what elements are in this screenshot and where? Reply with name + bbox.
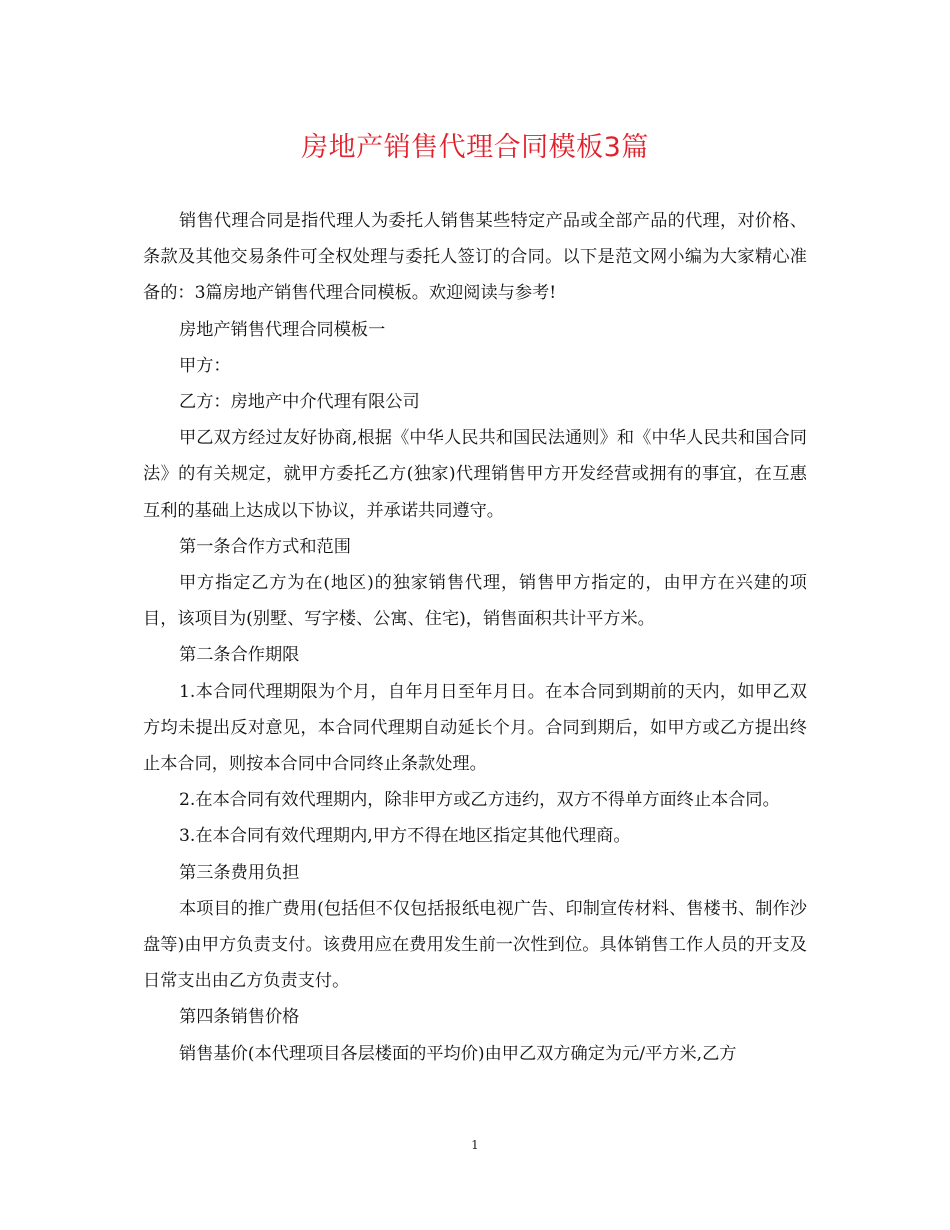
article-2-heading: 第二条合作期限 (179, 645, 300, 666)
article-2-clause-2: 2.在本合同有效代理期内，除非甲方或乙方违约，双方不得单方面终止本合同。 (179, 790, 780, 811)
document-title: 房地产销售代理合同模板3篇 (301, 132, 649, 163)
article-4-body: 销售基价(本代理项目各层楼面的平均价)由甲乙双方确定为元/平方米,乙方 (179, 1043, 737, 1064)
article-1-heading: 第一条合作方式和范围 (179, 536, 351, 557)
page-number: 1 (471, 1138, 479, 1152)
party-a-line: 甲方： (179, 355, 231, 376)
article-4-heading: 第四条销售价格 (179, 1007, 300, 1028)
preamble-paragraph: 甲乙双方经过友好协商,根据《中华人民共和国民法通则》和《中华人民共和国合同法》的有关规定，就甲方委托乙方(独家)代理销售甲方开发经营或拥有的事宜，在互惠互利的基础上达成以下协议，并承诺共同遵守。 (143, 428, 807, 521)
article-1-body: 甲方指定乙方为在(地区)的独家销售代理，销售甲方指定的，由甲方在兴建的项目，该项目为(别墅、写字楼、公寓、住宅)，销售面积共计平方米。 (143, 573, 807, 630)
article-3-body: 本项目的推广费用(包括但不仅包括报纸电视广告、印制宣传材料、售楼书、制作沙盘等)由甲方负责支付。该费用应在费用发生前一次性到位。具体销售工作人员的开支及日常支出由乙方负责支付。 (143, 898, 807, 992)
document-body (143, 203, 807, 1072)
intro-paragraph: 销售代理合同是指代理人为委托人销售某些特定产品或全部产品的代理，对价格、条款及其他交易条件可全权处理与委托人签订的合同。以下是范文网小编为大家精心准备的：3篇房地产销售代理合同模板。欢迎阅读与参考! (143, 211, 807, 304)
article-3-heading: 第三条费用负担 (179, 862, 300, 883)
party-b-line: 乙方：房地产中介代理有限公司 (179, 392, 420, 413)
template-heading: 房地产销售代理合同模板一 (179, 319, 386, 340)
article-2-clause-3: 3.在本合同有效代理期内,甲方不得在地区指定其他代理商。 (179, 826, 631, 847)
article-2-clause-1: 1.本合同代理期限为个月，自年月日至年月日。在本合同到期前的天内，如甲乙双方均未提出反对意见，本合同代理期自动延长个月。合同到期后，如甲方或乙方提出终止本合同，则按本合同中合同终止条款处理。 (143, 681, 807, 775)
